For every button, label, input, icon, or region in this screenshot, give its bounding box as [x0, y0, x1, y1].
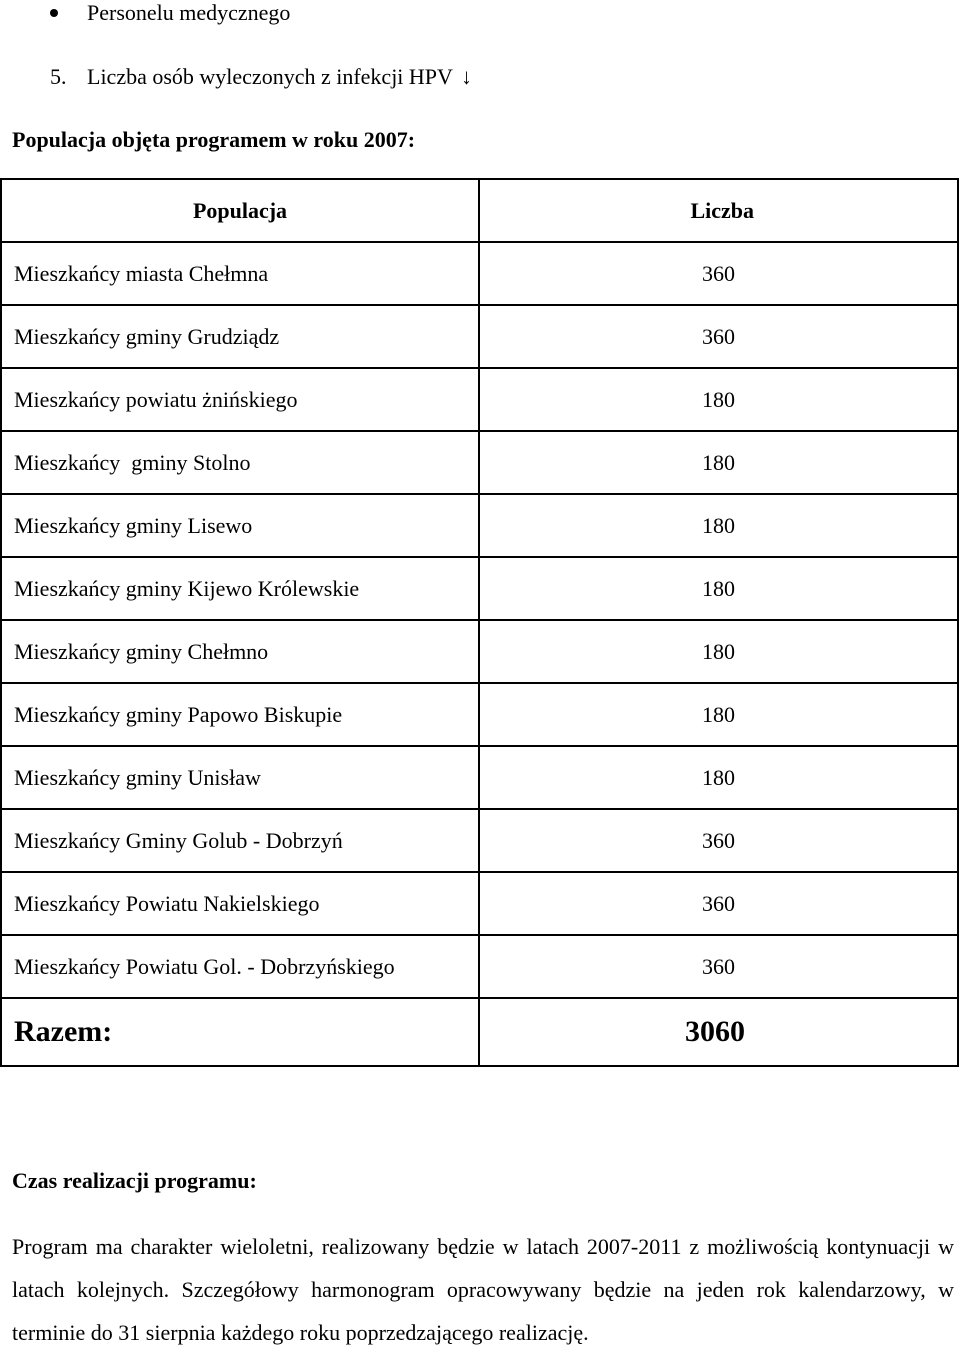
- total-value: 3060: [479, 998, 958, 1066]
- table-row: [1, 620, 958, 683]
- table-row: [1, 431, 958, 494]
- row-name: Mieszkańcy Gminy Golub - Dobrzyń: [1, 809, 479, 872]
- table-row: [1, 242, 958, 305]
- numbered-item-text: Liczba osób wyleczonych z infekcji HPV: [87, 64, 453, 89]
- arrow-down-icon: ↓: [460, 64, 472, 89]
- row-value: 360: [479, 242, 958, 305]
- table-header-row: [1, 179, 958, 242]
- column-header-liczba: Liczba: [479, 179, 958, 242]
- czas-realizacji-heading: Czas realizacji programu:: [12, 1168, 257, 1193]
- table-row: [1, 809, 958, 872]
- row-value: 180: [479, 368, 958, 431]
- row-name: Mieszkańcy Powiatu Nakielskiego: [1, 872, 479, 935]
- table-row: [1, 494, 958, 557]
- row-value: 180: [479, 683, 958, 746]
- row-name: Mieszkańcy Powiatu Gol. - Dobrzyńskiego: [1, 935, 479, 998]
- bullet-item-text: Personelu medycznego: [87, 0, 291, 25]
- row-name: Mieszkańcy gminy Kijewo Królewskie: [1, 557, 479, 620]
- table-row: [1, 935, 958, 998]
- table-total-row: [1, 998, 958, 1066]
- total-label: Razem:: [1, 998, 479, 1066]
- row-value: 180: [479, 746, 958, 809]
- table-row: [1, 305, 958, 368]
- population-heading: Populacja objęta programem w roku 2007:: [12, 127, 416, 152]
- row-value: 360: [479, 872, 958, 935]
- table-row: [1, 872, 958, 935]
- row-value: 180: [479, 494, 958, 557]
- table-row: [1, 557, 958, 620]
- table-row: [1, 368, 958, 431]
- row-value: 360: [479, 935, 958, 998]
- table-row: [1, 746, 958, 809]
- row-value: 180: [479, 557, 958, 620]
- row-value: 360: [479, 305, 958, 368]
- row-name: Mieszkańcy gminy Grudziądz: [1, 305, 479, 368]
- row-value: 180: [479, 431, 958, 494]
- czas-realizacji-paragraph: Program ma charakter wieloletni, realizowany będzie w latach 2007-2011 z możliwością kontynuacji w latach kolejnych. Szczegółowy harmonogram opracowywany będzie na jeden rok kalendarzowy, w terminie do 31 sierpnia każdego roku poprzedzającego realizację.: [12, 1234, 954, 1345]
- row-name: Mieszkańcy gminy Papowo Biskupie: [1, 683, 479, 746]
- column-header-populacja: Populacja: [1, 179, 479, 242]
- bullet-dot-icon: [50, 9, 58, 17]
- numbered-list-item: [50, 62, 472, 92]
- table-row: [1, 683, 958, 746]
- row-value: 360: [479, 809, 958, 872]
- list-number: 5.: [50, 64, 67, 89]
- row-name: Mieszkańcy gminy Lisewo: [1, 494, 479, 557]
- row-name: Mieszkańcy miasta Chełmna: [1, 242, 479, 305]
- row-name: Mieszkańcy powiatu żnińskiego: [1, 368, 479, 431]
- row-name: Mieszkańcy gminy Stolno: [1, 431, 479, 494]
- row-name: Mieszkańcy gminy Chełmno: [1, 620, 479, 683]
- population-table: [0, 178, 959, 1067]
- row-name: Mieszkańcy gminy Unisław: [1, 746, 479, 809]
- row-value: 180: [479, 620, 958, 683]
